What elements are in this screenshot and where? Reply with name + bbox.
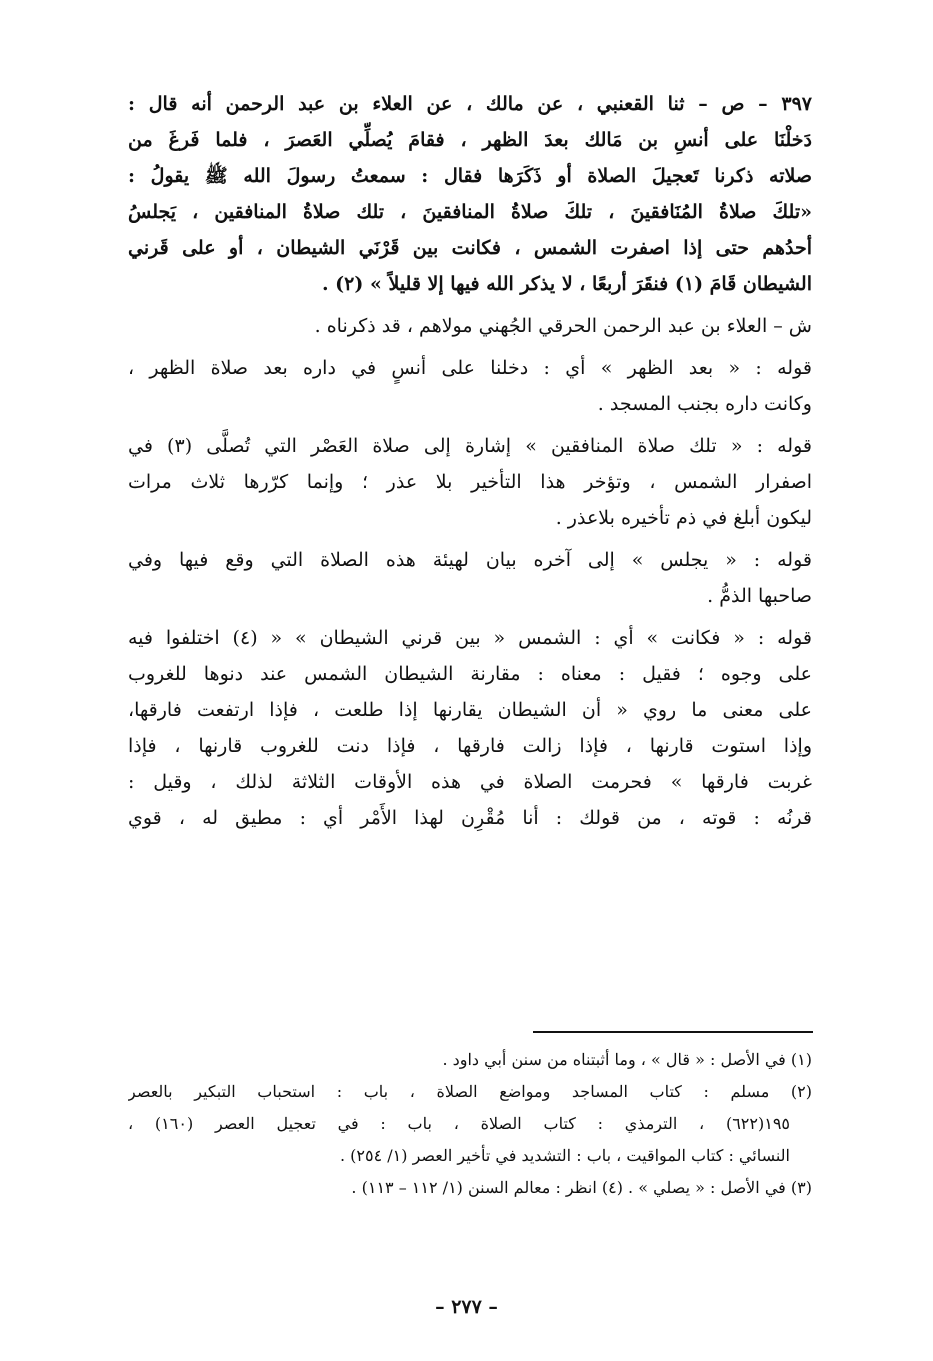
footnote-2: (٢) مسلم : كتاب المساجد ومواضع الصلاة ، باب : استحباب التبكير بالعصر [128, 1082, 812, 1101]
sharh-paragraph [128, 308, 812, 344]
sharh-line: قوله : « بعد الظهر » أي : دخلنا على أنسٍ في داره بعد صلاة الظهر ، [128, 357, 812, 379]
hadith-line: ٣٩٧ – ص – ثنا القعنبي ، عن مالك ، عن العلاء بن عبد الرحمن أنه قال : [128, 93, 812, 115]
sharh-paragraph [128, 350, 812, 422]
page-number: – ٢٧٧ – [435, 1296, 498, 1318]
sharh-paragraph [128, 620, 812, 836]
sharh-line: قوله : « تلك صلاة المنافقين » إشارة إلى صلاة العَصْر التي تُصلَّى (٣) في [128, 435, 812, 457]
sharh-line: قوله : « فكانت » أي : الشمس « بين قرني الشيطان » « (٤) اختلفوا فيه [128, 627, 812, 649]
sharh-paragraph [128, 542, 812, 614]
footnote-2-cont: النسائي : كتاب المواقيت ، باب : التشديد في تأخير العصر (١/ ٢٥٤) . [339, 1146, 790, 1165]
hadith-line: الشيطان قَامَ (١) فنقَرَ أربعًا ، لا يذكر الله فيها إلا قليلاً » (٢) . [321, 273, 812, 295]
sharh-line: على وجوه ؛ فقيل : معناه : مقارنة الشيطان الشمس عند دنوها للغروب [128, 663, 812, 685]
main-text [128, 86, 812, 842]
hadith-line: «تلكَ صلاةُ المُنَافقينَ ، تلكَ صلاةُ المنافقينَ ، تلك صلاةُ المنافقين ، يَجلسُ [128, 201, 812, 223]
hadith-line: أحدُهم حتى إذا اصفرت الشمس ، فكانت بين قَرْنَي الشيطان ، أو على قَرني [128, 237, 812, 259]
hadith-397 [128, 86, 812, 302]
footnote-3-4: (٣) في الأصل : « يصلي » . (٤) انظر : معالم السنن (١/ ١١٢ – ١١٣) . [351, 1178, 812, 1197]
hadith-line: دَخلْنَا على أنسِ بن مَالك بعدَ الظهر ، فقامَ يُصلِّي العَصرَ ، فلما فَرغَ من [128, 129, 812, 151]
sharh-paragraph [128, 428, 812, 536]
sharh-line: وكانت داره بجنب المسجد . [597, 393, 812, 415]
sharh-line: على معنى ما روي « أن الشيطان يقارنها إذا طلعت ، فإذا ارتفعت فارقها، [128, 699, 812, 721]
sharh-line: ش – العلاء بن عبد الرحمن الحرقي الجُهني مولاهم ، قد ذكرناه . [314, 315, 812, 337]
footnote-1: (١) في الأصل : « قال » ، وما أثبتناه من سنن أبي داود . [442, 1050, 812, 1069]
hadith-line: صلاته ذكرنا تَعجيلَ الصلاة أو ذَكَرَها فقال : سمعتُ رسولَ الله ﷺ يقولُ : [128, 165, 812, 187]
sharh-line: وإذا استوت قارنها ، فإذا زالت فارقها ، فإذا دنت للغروب قارنها ، فإذا [128, 735, 812, 757]
sharh-line: ليكون أبلغ في ذم تأخيره بلاعذر . [555, 507, 812, 529]
sharh-line: صاحبها الذمُّ . [707, 585, 812, 607]
sharh-line: قوله : « يجلس » إلى آخره بيان لهيئة هذه الصلاة التي وقع فيها وفي [128, 549, 812, 571]
sharh-line: قرنُه : قوته ، من قولك : أنا مُقْرِن لهذا الأَمْر أي : مطيق له ، قوي [128, 807, 812, 829]
footnote-separator [533, 1031, 813, 1033]
footnote-2-cont: ١٩٥(٦٢٢) ، الترمذي : كتاب الصلاة ، باب : في تعجيل العصر (١٦٠) ، [128, 1114, 790, 1133]
sharh-line: اصفرار الشمس ، وتؤخر هذا التأخير بلا عذر ؛ وإنما كرّرها ثلاث مرات [128, 471, 812, 493]
sharh-line: غربت فارقها » فحرمت الصلاة في هذه الأوقات الثلاثة لذلك ، وقيل : [128, 771, 812, 793]
footnotes [128, 1044, 812, 1204]
